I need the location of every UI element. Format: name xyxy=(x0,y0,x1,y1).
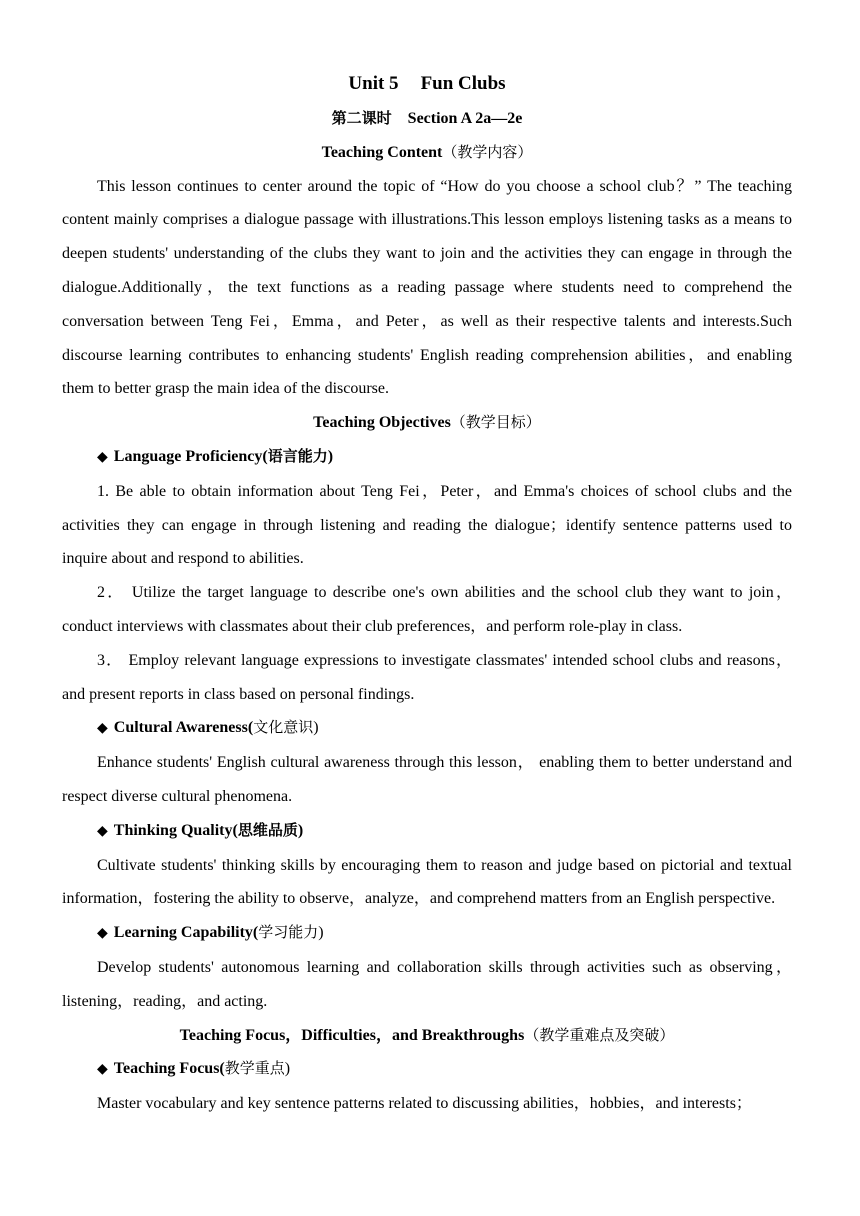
document-page xyxy=(62,66,792,1121)
diamond-bullet-icon: ◆ xyxy=(97,448,108,465)
diamond-bullet-icon: ◆ xyxy=(97,1061,108,1078)
diamond-bullet-icon: ◆ xyxy=(97,822,108,839)
thinking-label-cn: 思维品质 xyxy=(237,820,298,839)
diamond-bullet-icon: ◆ xyxy=(97,720,108,737)
teaching-focus-section-heading xyxy=(62,1019,792,1053)
language-item-1: 1. Be able to obtain information about Teng Fei，Peter，and Emma's choices of school clubs and the activities they can engage in through listening and reading the dialogue；identify sentence patterns used to inquire about and respond to abilities. xyxy=(62,482,792,568)
teaching-content-heading-en: Teaching Content xyxy=(321,143,443,161)
language-proficiency-heading xyxy=(62,440,792,475)
culture-label-close: ) xyxy=(313,719,319,737)
learning-capability-text: Develop students' autonomous learning and collaboration skills through activities such as observing，listening，reading，and acting. xyxy=(62,958,793,1010)
language-item-3: 3． Employ relevant language expressions to investigate classmates' intended school clubs and reasons，and present reports in class based on personal findings. xyxy=(62,651,792,703)
lesson-period: 第二课时 xyxy=(331,109,392,127)
culture-label-en: Cultural Awareness( xyxy=(113,719,254,737)
lesson-subtitle xyxy=(62,102,792,136)
learning-label-cn: 学习能力 xyxy=(258,923,319,942)
learning-capability-heading xyxy=(62,916,792,951)
teaching-focus-heading xyxy=(62,1052,792,1087)
thinking-quality-text: Cultivate students' thinking skills by encouraging them to reason and judge based on pictorial and textual information，fostering the ability to observe，analyze，and comprehend matters from an English perspective. xyxy=(62,856,792,908)
teaching-focus-section-heading-en: Teaching Focus，Difficulties，and Breakthroughs xyxy=(179,1026,525,1044)
language-label-en: Language Proficiency( xyxy=(113,447,268,465)
cultural-awareness-heading xyxy=(62,711,792,746)
diamond-bullet-icon: ◆ xyxy=(97,925,108,942)
lesson-section: Section A 2a—2e xyxy=(407,110,523,127)
thinking-label-en: Thinking Quality( xyxy=(113,821,238,839)
teaching-content-paragraph: This lesson continues to center around the topic of “How do you choose a school club？” The teaching content mainly comprises a dialogue passage with illustrations.This lesson employs listening tasks as a means to deepen students' understanding of the clubs they want to join and the activities they can engage in through the dialogue.Additionally，the text functions as a reading passage where students need to comprehend the conversation between Teng Fei，Emma，and Peter，as well as their respective talents and interests.Such discourse learning contributes to enhancing students' English reading comprehension abilities，and enabling them to better grasp the main idea of the discourse. xyxy=(62,177,793,398)
teaching-focus-section-heading-cn: （教学重难点及突破） xyxy=(524,1025,675,1044)
culture-label-cn: 文化意识 xyxy=(253,718,314,737)
learning-label-close: ) xyxy=(318,924,324,942)
teaching-objectives-heading-en: Teaching Objectives xyxy=(313,414,451,432)
unit-number: Unit 5 xyxy=(348,73,399,94)
language-label-close: ) xyxy=(327,447,334,465)
teaching-content-heading xyxy=(62,136,792,170)
teaching-content-heading-cn: （教学内容） xyxy=(442,142,533,161)
focus-label-en: Teaching Focus( xyxy=(113,1060,225,1078)
unit-name: Fun Clubs xyxy=(420,73,506,94)
cultural-awareness-text: Enhance students' English cultural awareness through this lesson， enabling them to better understand and respect diverse cultural phenomena. xyxy=(62,754,792,805)
teaching-objectives-heading-cn: （教学目标） xyxy=(450,413,541,432)
teaching-objectives-heading xyxy=(62,406,792,440)
thinking-quality-heading xyxy=(62,814,792,849)
focus-label-close: ) xyxy=(284,1060,291,1078)
unit-title xyxy=(62,66,792,102)
language-item-2: 2． Utilize the target language to describe one's own abilities and the school club they want to join，conduct interviews with classmates about their club preferences，and perform role‑play in class. xyxy=(62,584,793,635)
language-label-cn: 语言能力 xyxy=(267,446,328,465)
teaching-focus-text: Master vocabulary and key sentence patterns related to discussing abilities，hobbies，and interests； xyxy=(97,1095,752,1113)
focus-label-cn: 教学重点 xyxy=(224,1059,285,1078)
learning-label-en: Learning Capability( xyxy=(113,924,259,942)
thinking-label-close: ) xyxy=(297,821,304,839)
